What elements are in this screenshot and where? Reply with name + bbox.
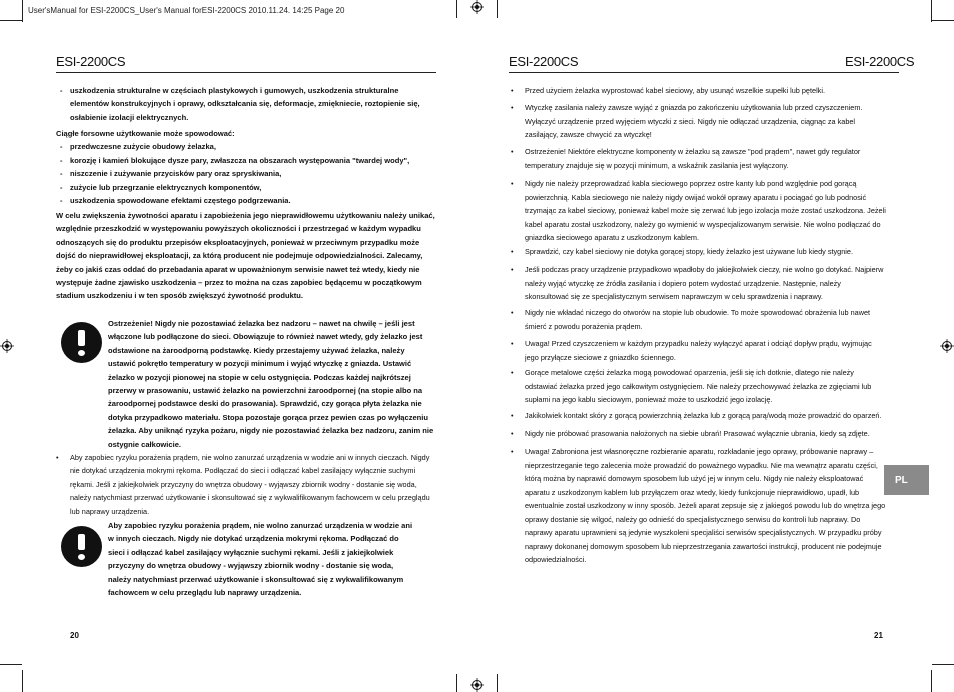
left-model-title: ESI-2200CS: [56, 54, 126, 69]
print-header: User'sManual for ESI-2200CS_User's Manual forESI-2200CS 2010.11.24. 14:25 Page 20: [28, 6, 345, 15]
crop-mark: [456, 674, 457, 692]
list-item-text: Uwaga! Przed czyszczeniem w każdym przypadku należy wyłączyć aparat i odciąć dopływ prądu, wyjmując jego przyłącze sieciowe z gniazdko ściennego.: [525, 339, 872, 362]
crop-mark: [497, 674, 498, 692]
list-item-text: Uwaga! Zabroniona jest własnoręczne rozbieranie aparatu, rozkładanie jego oprawy, próbowanie naprawy – nieprzestrzeganie tego zalecenia może prowadzić do poważnego wypadku. Nie ma wewnątrz aparatu części, którą można by naprawić domowym sposobem lub użyć jej w innym celu. Nigdy nie należy eksploatować aparatu z uszkodzonym kablem lub przyłączem oraz wtedy, kiedy funkcjonuje nieprawidłowo, upadł, lub ewentualnie został uszkodzony w inny sposób. Jeżeli aparat zepsuje się z jakiegoś powodu lub do wnętrza jego oprawy dostanie się wilgoć, należy go odnieść do specjalistycznego serwisu do kontroli lub naprawy. Do naprawy aparatu uprawnieni są jedynie wyszkoleni specjaliści serwisów specjalistycznych. W przypadku próby naprawy dokonanej domowym sposobem lub nieprzestrzegania zawartości instrukcji, producent nie podejmuje odpowiedzialności.: [525, 447, 886, 564]
electric-shock-bullet-text: Aby zapobiec ryzyku porażenia prądem, nie wolno zanurzać urządzenia w wodzie ani w innych cieczach. Nigdy nie dotykać urządzenia mokrymi rękoma. Podłączać do sieci i odłączać kabel zasilający wyłącznie suchymi rękami. Jeśli z jakiejkolwiek przyczyny do wnętrza obudowy - wyjąwszy zbiornik wodny - dostanie się woda, należy natychmiast przerwać użytkowanie i skonsultować się z wykwalifikowanym fachowcem w celu przeglądu lub naprawy urządzenia.: [70, 453, 430, 516]
long-use-item: - uszkodzenia spowodowane efektami częstego podgrzewania.: [56, 194, 436, 207]
left-header-rule: [56, 72, 436, 73]
list-item-text: Sprawdzić, czy kabel sieciowy nie dotyka gorącej stopy, kiedy żelazko jest używane lub kiedy stygnie.: [525, 247, 853, 256]
left-page-number: 20: [70, 631, 79, 640]
intro-item-text: - uszkodzenia strukturalne w częściach plastykowych i gumowych, uszkodzenia strukturalne elementów konstrukcyjnych i oprawy, odkształcania się, deformacje, zmiękniecie, roztopienie się, osłabienie izolacji elektrycznych.: [56, 84, 436, 124]
list-item-text: Nigdy nie wkładać niczego do otworów na stopie lub obudowie. To może spowodować obrażenia lub nawet śmierć z powodu porażenia prądem.: [525, 308, 871, 331]
language-tab: PL: [884, 465, 929, 495]
lifetime-paragraph: [56, 209, 436, 303]
crop-mark: [931, 670, 932, 692]
crop-mark: [0, 20, 22, 21]
crop-mark: [456, 0, 457, 18]
lifetime-paragraph-text: W celu zwiększenia żywotności aparatu i zapobieżenia jego nieprawidłowemu użytkowaniu należy unikać, względnie przeszkodzić w występowaniu powyższych okoliczności i przestrzegać w każdym wypadku odnoszących się do produktu przepisów eksploatacyjnych, ponieważ w przeciwnym przypadku może dojść do nieprawidłowej eksploatacji, za którą producent nie podejmuje odpowiedzialności. Zalecamy, żeby co jakiś czas oddać do przebadania aparat w upoważnionym serwisie nawet też wtedy, kiedy nie występuje żadne zjawisko uszkodzenia – przez to można na czas zapobiec będącemu w początkowym stadium uszkodzeniu i w ten sposób zwiększyć żywotność produktu.: [56, 211, 435, 301]
list-item-text: Ostrzeżenie! Niektóre elektryczne komponenty w żelazku są zawsze "pod prądem", nawet gdy regulator temperatury znajduje się w pozycji minimum, a wskaźnik zasilania jest wyłączony.: [525, 147, 861, 170]
list-item-text: Jeśli podczas pracy urządzenie przypadkowo wpadłoby do jakiejkolwiek cieczy, nie wolno go dotykać. Najpierw należy wyjąć wtyczkę ze źródła zasilania i dopiero potem wydostać urządzenie. Następnie, należy skonsultować się ze specjalistycznym serwisem naprawczym w celu sprawdzenia i naprawy.: [525, 265, 884, 301]
crop-mark: [22, 0, 23, 22]
crop-mark: [497, 0, 498, 18]
right-model-title-left: ESI-2200CS: [509, 54, 579, 69]
long-use-section: [56, 127, 436, 207]
registration-mark-icon: [940, 339, 954, 353]
crop-mark: [932, 664, 954, 665]
crop-mark: [0, 664, 22, 665]
crop-mark: [932, 20, 954, 21]
bullet-dot: •: [56, 453, 59, 462]
registration-mark-icon: [470, 0, 484, 14]
crop-mark: [22, 670, 23, 692]
list-item-text: Jakikolwiek kontakt skóry z gorącą powierzchnią żelazka lub z gorącą parą/wodą może prowadzić do oparzeń.: [525, 411, 882, 420]
long-use-item: - korozję i kamień blokujące dysze pary, zwłaszcza na obszarach występowania "twardej wody",: [56, 154, 436, 167]
long-use-item: - zużycie lub przegrzanie elektrycznych komponentów,: [56, 181, 436, 194]
list-item-text: Przed użyciem żelazka wyprostować kabel sieciowy, aby usunąć wszelkie supełki lub pętelki.: [525, 86, 825, 95]
list-item-text: Wtyczkę zasilania należy zawsze wyjąć z gniazda po zakończeniu użytkowania lub przed czyszczeniem. Wyłączyć urządzenie przed wyjęciem wtyczki z sieci. Nigdy nie odłączać urządzenia, ciągnąc za kabel zasilający, zawsze chwycić za wtyczkę!: [525, 103, 863, 139]
crop-mark: [931, 0, 932, 22]
list-item-text: Nigdy nie próbować prasowania nałożonych na siebie ubrań! Prasować wyłącznie ubrania, kiedy są zdjęte.: [525, 429, 870, 438]
right-header-rule: [509, 72, 899, 73]
long-use-heading: Ciągłe forsowne użytkowanie może spowodować:: [56, 129, 235, 138]
warning-electric-shock-text: Aby zapobiec ryzyku porażenia prądem, nie wolno zanurzać urządzenia w wodzie ani w innych cieczach. Nigdy nie dotykać urządzenia mokrymi rękoma. Podłączać do sieci i odłączać kabel zasilający wyłącznie suchymi rękami. Jeśli z jakiejkolwiek przyczyny do wnętrza obudowy - wyjąwszy zbiornik wodny - dostanie się woda, należy natychmiast przerwać użytkowanie i skonsultować się z wykwalifikowanym fachowcem w celu przeglądu lub naprawy urządzenia.: [108, 521, 413, 598]
left-intro-item: [56, 84, 436, 124]
long-use-item: - przedwczesne zużycie obudowy żelazka,: [56, 140, 436, 153]
warning-exclamation-icon: [61, 322, 102, 363]
long-use-item: - niszczenie i zużywanie przycisków pary oraz spryskiwania,: [56, 167, 436, 180]
registration-mark-icon: [470, 678, 484, 692]
registration-mark-icon: [0, 339, 14, 353]
list-item-text: Gorące metalowe części żelazka mogą powodować oparzenia, jeśli się ich dotknie, dlatego nie należy odstawiać żelazka przed jego całkowitym ostygnięciem. Nie należy przechowywać żelazka ze zgięciami lub supłami na jego kablu sieciowym, ponieważ może to uszkodzić jego izolację.: [525, 368, 872, 404]
list-item-text: Nigdy nie należy przeprowadzać kabla sieciowego poprzez ostre kanty lub pond względnie pod gorącą powierzchnią. Kabla sieciowego nie należy nigdy owijać wokół oprawy aparatu i pociągać go lub podnosić trzymając za kabel sieciowy, ponieważ kabel może się zerwać lub jego izolacja może zostać uszkodzona. Jeżeli kabel aparatu został uszkodzony, należy go wymienić w wyspecjalizowanym serwisie. Nie wolno podłączać do gniazdka sieciowego aparatu z uszkodzonym kablem.: [525, 179, 886, 242]
warning-unattended-text: Ostrzeżenie! Nigdy nie pozostawiać żelazka bez nadzoru – nawet na chwilę – jeśli jest włączone lub podłączone do sieci. Obowiązuje to również nawet wtedy, gdy żelazko jest odstawione na żaroodporną podstawkę. Kiedy przestajemy używać żelazka, należy ustawić pokrętło temperatury w pozycji minimum i wyjąć wtyczkę z gniazda. Ustawić żelazko w pozycji pionowej na stopie w celu ostygnięcia. Podczas każdej najkrótszej przerwy w prasowaniu, ustawić żelazko na powierzchni żaroodpornej (na stopie albo na żaroodpornej podstawce deski do prasowania). Sprawdzić, czy gorąca płyta żelazka nie dotyka przypadkowo materiału. Stopa pozostaje gorąca przez pewien czas po wyłączeniu żelazka. Aby uniknąć ryzyka pożaru, nigdy nie pozostawiać żelazka bez nadzoru, zanim nie ostygnie całkowicie.: [108, 319, 434, 449]
warning-exclamation-icon: [61, 526, 102, 567]
right-model-title-right: ESI-2200CS: [845, 54, 915, 69]
right-page-number: 21: [874, 631, 883, 640]
